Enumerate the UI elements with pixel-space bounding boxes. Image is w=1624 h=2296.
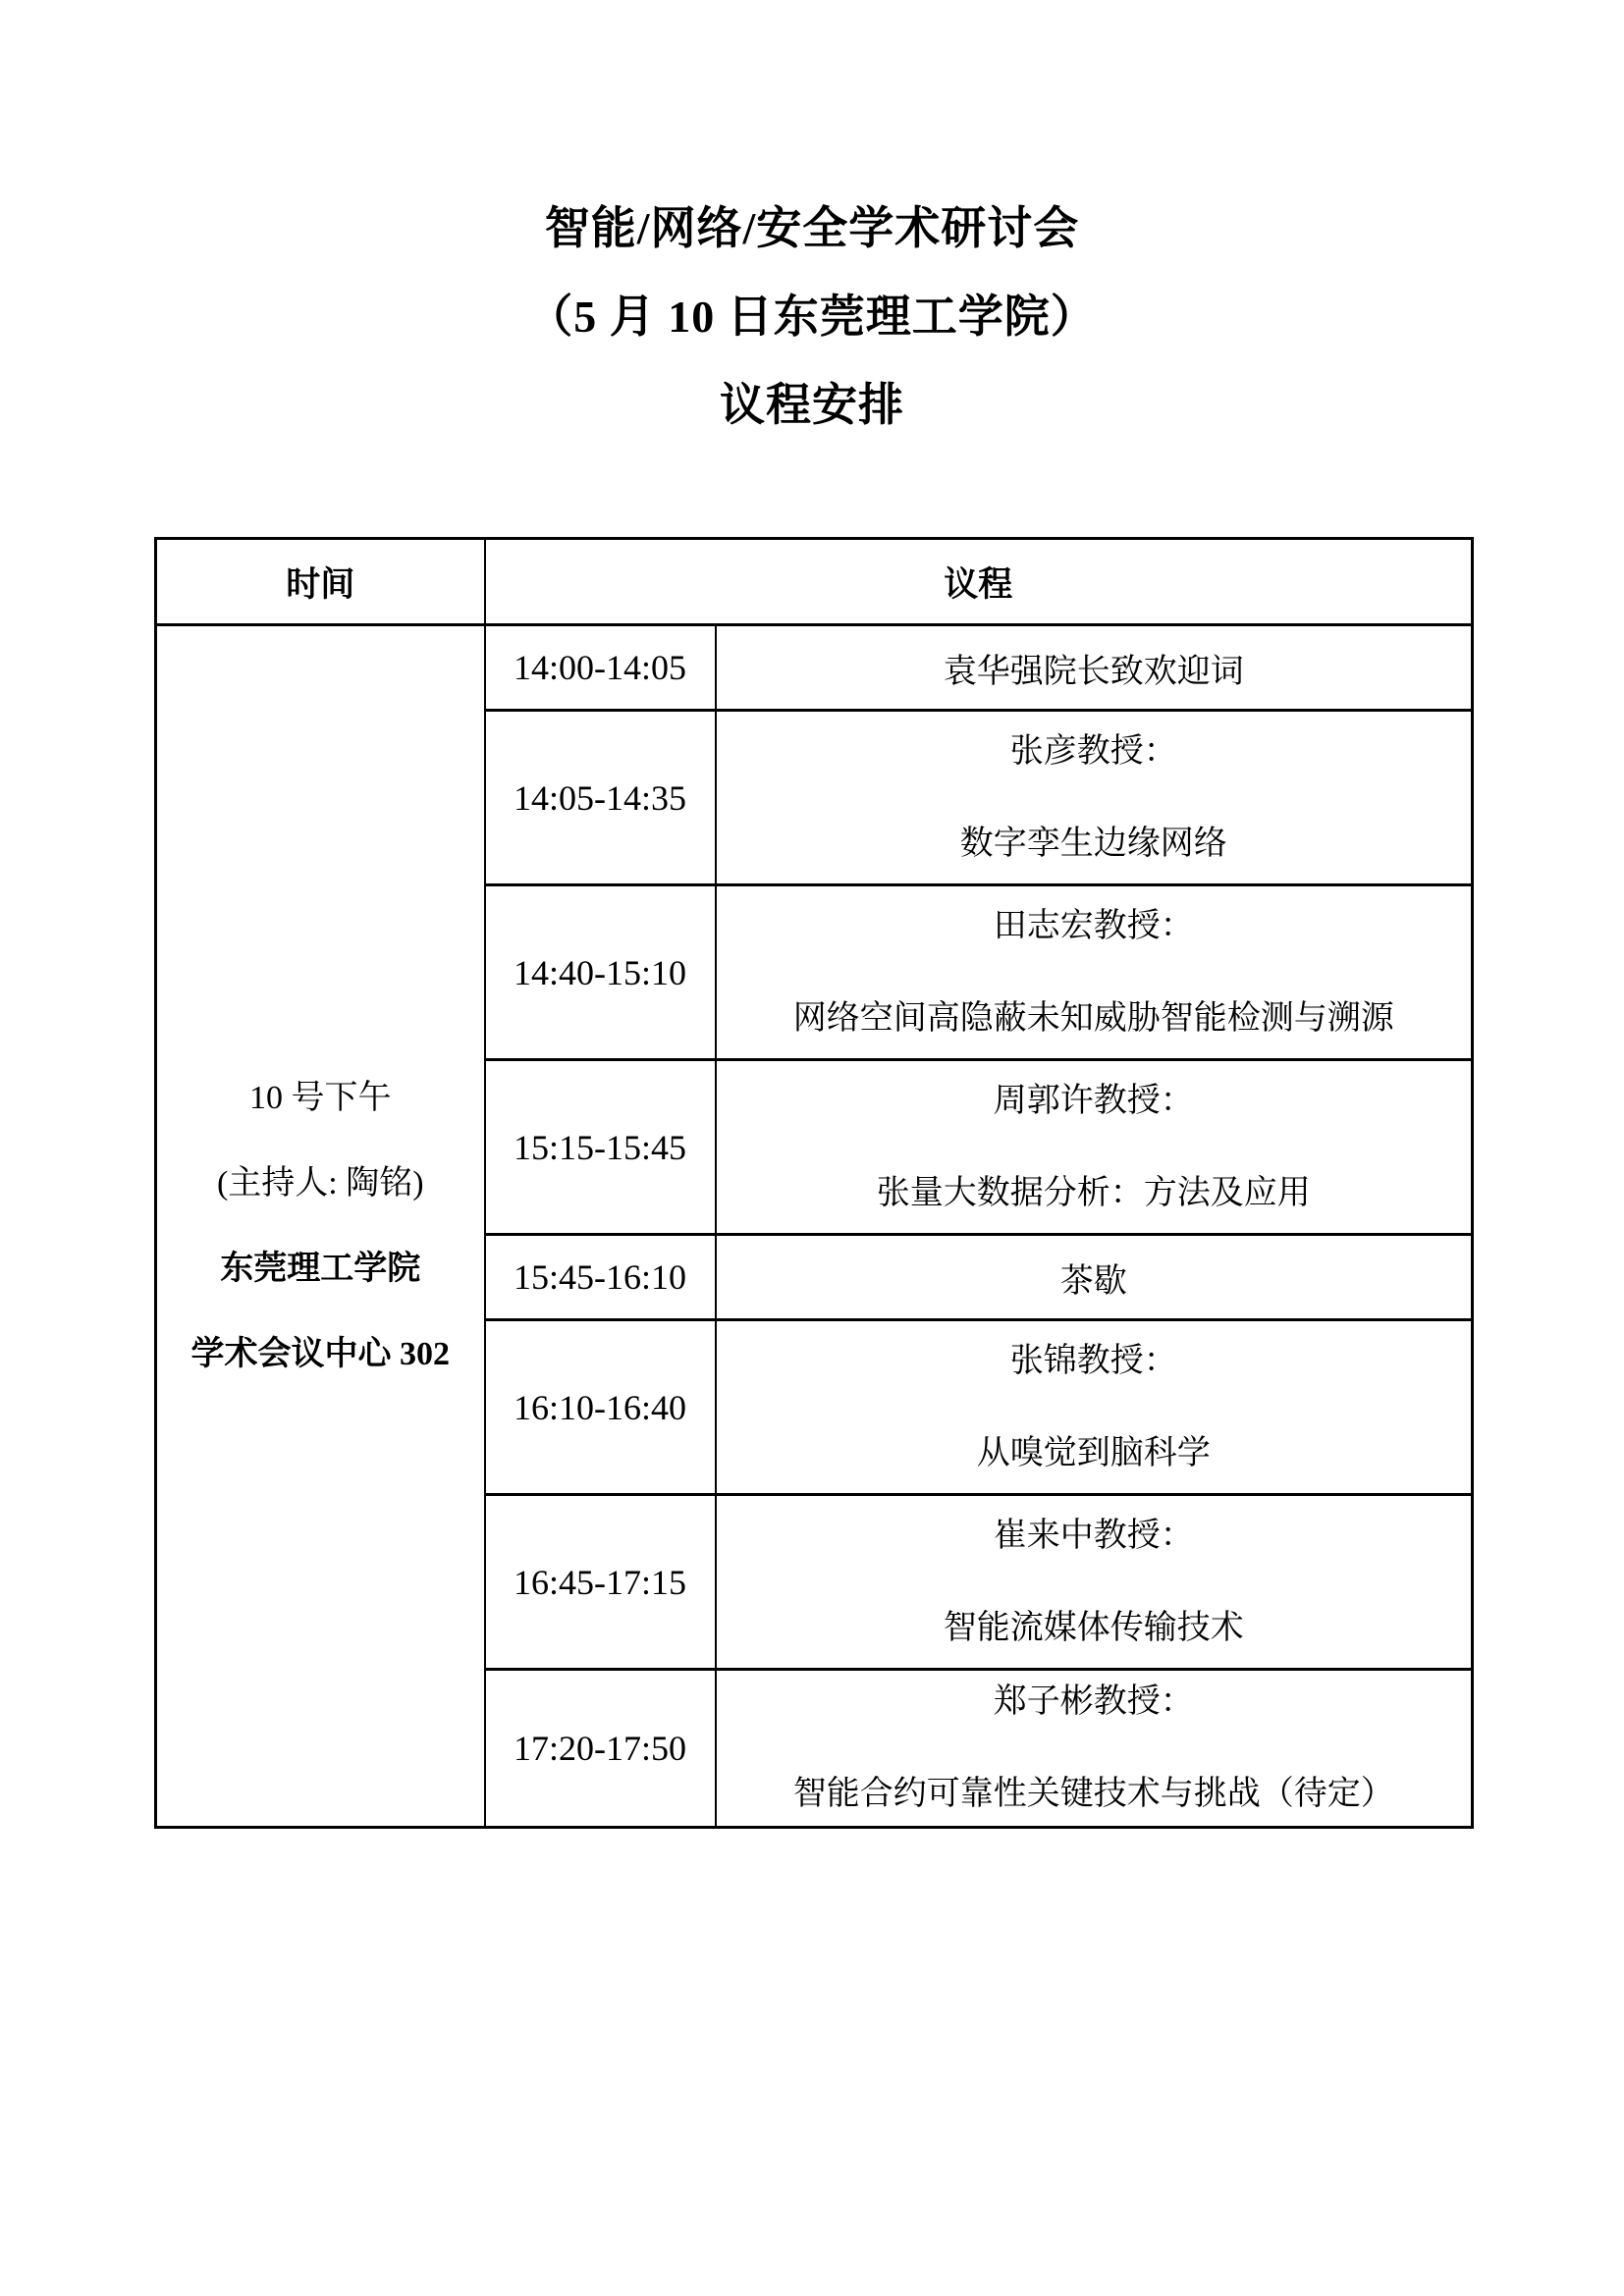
venue-room-line: 学术会议中心 302 [190,1335,450,1372]
speaker-line: 张彦教授： [1009,732,1177,770]
header-cell-time: 时间 [156,539,485,625]
document-title-block [0,185,1624,450]
agenda-cell: 袁华强院长致欢迎词 [716,625,1473,711]
time-cell: 17:20-17:50 [485,1670,716,1828]
talk-title-line: 张量大数据分析：方法及应用 [876,1174,1311,1211]
talk-title-line: 智能流媒体传输技术 [943,1609,1244,1646]
time-cell: 16:10-16:40 [485,1320,716,1495]
agenda-cell [716,1495,1473,1670]
header-cell-agenda: 议程 [485,539,1473,625]
talk-title-line: 数字孪生边缘网络 [959,825,1227,862]
time-cell: 14:05-14:35 [485,711,716,885]
venue-cell [156,625,485,1828]
venue-school-line: 东莞理工学院 [220,1250,421,1287]
agenda-cell [716,885,1473,1060]
agenda-cell [716,1060,1473,1235]
speaker-line: 崔来中教授： [993,1517,1194,1554]
agenda-cell [716,1670,1473,1828]
document-title-line-1: 智能/网络/安全学术研讨会 [544,203,1080,253]
time-cell: 14:00-14:05 [485,625,716,711]
speaker-line: 田志宏教授： [993,907,1194,944]
talk-title-line: 网络空间高隐蔽未知威胁智能检测与溯源 [792,999,1394,1037]
table-header-row [156,539,1473,625]
table-row [156,625,1473,711]
agenda-cell [716,1320,1473,1495]
agenda-cell [716,711,1473,885]
time-cell: 14:40-15:10 [485,885,716,1060]
agenda-cell: 茶歇 [716,1235,1473,1320]
speaker-line: 周郭许教授： [993,1082,1194,1119]
time-cell: 16:45-17:15 [485,1495,716,1670]
speaker-line: 郑子彬教授： [993,1683,1194,1720]
time-cell: 15:15-15:45 [485,1060,716,1235]
venue-host-line: (主持人: 陶铭) [216,1164,424,1201]
time-cell: 15:45-16:10 [485,1235,716,1320]
document-title-line-2: （5 月 10 日东莞理工学院） [527,292,1097,342]
venue-date-line: 10 号下午 [249,1079,392,1116]
talk-title-line: 智能合约可靠性关键技术与挑战（待定） [792,1776,1394,1812]
talk-title-line: 从嗅觉到脑科学 [976,1434,1211,1471]
venue-lines [157,1079,484,1374]
speaker-line: 张锦教授： [1009,1342,1177,1379]
agenda-table [154,537,1474,1829]
document-title-line-3: 议程安排 [720,380,904,430]
